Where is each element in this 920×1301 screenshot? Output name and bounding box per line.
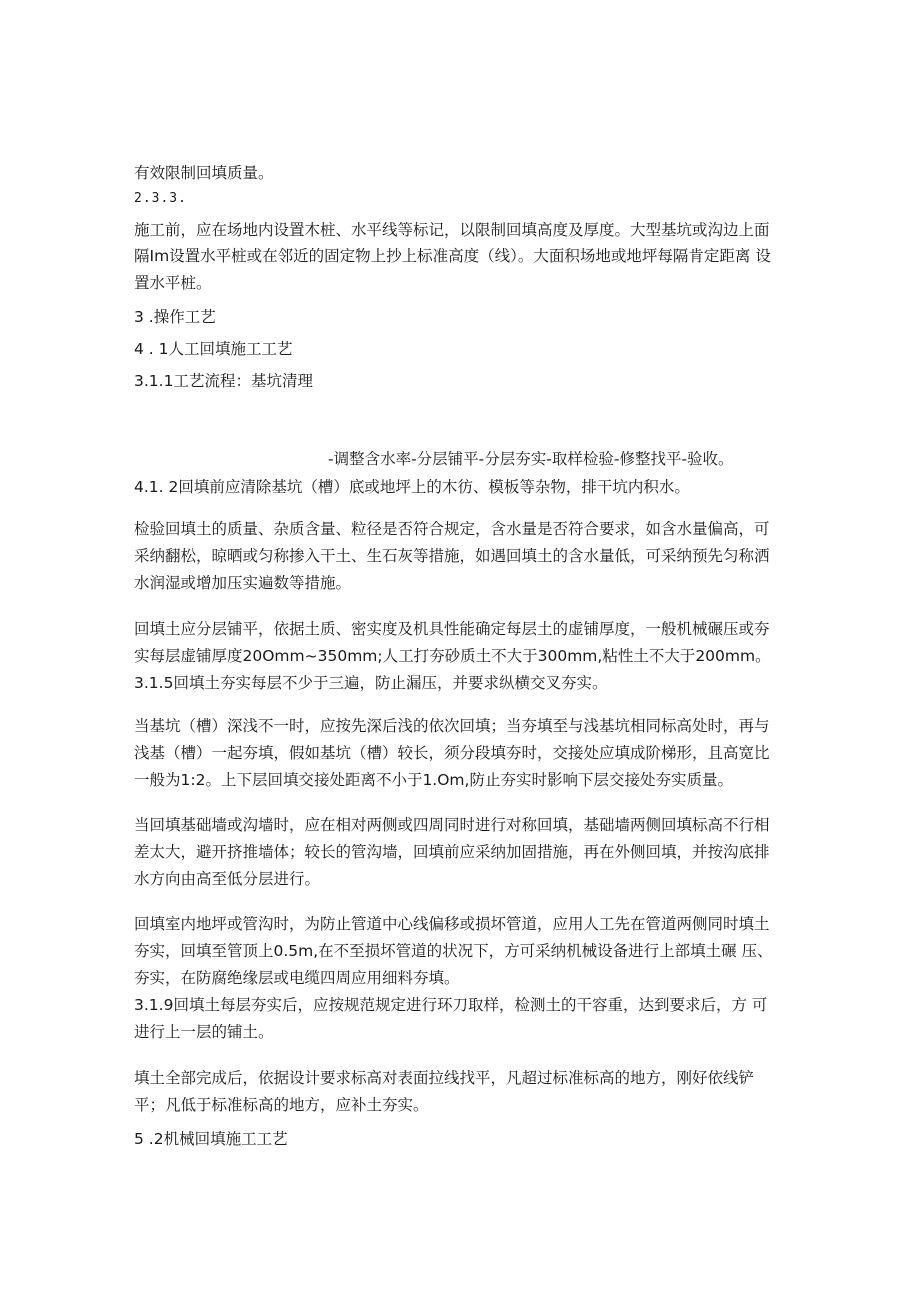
text-line: 平；凡低于标准标高的地方，应补土夯实。 <box>134 1096 429 1114</box>
text-line: 浅基（槽）一起夯填，假如基坑（槽）较长，须分段填夯时，交接处应填成阶梯形，且高宽比 <box>134 744 770 762</box>
text-line: 实每层虚铺厚度20Omm~350mm;人工打夯砂质土不大于300mm,粘性土不大于200mm。 <box>134 647 771 665</box>
text-line: 夯实，回填至管顶上0.5m,在不至损坏管道的状况下，方可采纳机械设备进行上部填土碾 压、 <box>134 942 773 960</box>
text-line: 当回填基础墙或沟墙时，应在相对两侧或四周同时进行对称回填，基础墙两侧回填标高不行相 <box>134 816 770 834</box>
text-line: 3.1.1工艺流程：基坑清理 <box>134 372 313 390</box>
text-line: 置水平桩。 <box>134 274 212 292</box>
text-line: 检验回填土的质量、杂质含量、粒径是否符合规定，含水量是否符合要求，如含水量偏高，可 <box>134 520 770 538</box>
text-line: 当基坑（槽）深浅不一时，应按先深后浅的依次回填；当夯填至与浅基坑相同标高处时，再与 <box>134 717 770 735</box>
section-heading: 5 .2机械回填施工工艺 <box>134 1130 288 1148</box>
text-line: 回填土应分层铺平，依据土质、密实度及机具性能确定每层土的虚铺厚度，一般机械碾压或夯 <box>134 620 770 638</box>
text-line: 4.1. 2回填前应清除基坑（槽）底或地坪上的木彷、模板等杂物，排干坑内积水。 <box>134 478 690 496</box>
text-line: 采纳翻松，晾晒或匀称掺入干土、生石灰等措施，如遇回填土的含水量低，可采纳预先匀称洒 <box>134 547 770 565</box>
text-line: 3.1.9回填土每层夯实后，应按规范规定进行环刀取样，检测土的干容重，达到要求后，方 可 <box>134 996 768 1014</box>
text-line: 夯实，在防腐绝缘层或电缆四周应用细料夯填。 <box>134 969 460 987</box>
text-line: 回填室内地坪或管沟时，为防止管道中心线偏移或损坏管道，应用人工先在管道两侧同时填土 <box>134 915 770 933</box>
section-number: 2.3.3. <box>134 191 187 206</box>
section-heading: 4 . 1人工回填施工工艺 <box>134 340 293 358</box>
text-line: 水润湿或增加压实遍数等措施。 <box>134 574 352 592</box>
text-line: 隔Im设置水平桩或在邻近的固定物上抄上标准高度（线）。大面积场地或地坪每隔肯定距离 设 <box>134 247 771 265</box>
text-line: 3.1.5回填土夯实每层不少于三遍，防止漏压，并要求纵横交叉夯实。 <box>134 674 608 692</box>
text-line: 一般为1:2。上下层回填交接处距离不小于1.Om,防止夯实时影响下层交接处夯实质量。 <box>134 771 733 789</box>
section-heading: 3 .操作工艺 <box>134 308 216 326</box>
process-flow-line: -调整含水率-分层铺平-分层夯实-取样检验-修整找平-验收。 <box>328 450 734 468</box>
text-line: 有效限制回填质量。 <box>134 164 274 182</box>
text-line: 填土全部完成后，依据设计要求标高对表面拉线找平，凡超过标准标高的地方，刚好依线铲 <box>134 1069 755 1087</box>
text-line: 进行上一层的铺土。 <box>134 1023 274 1041</box>
text-line: 差太大，避开挤推墙体；较长的管沟墙，回填前应采纳加固措施，再在外侧回填，并按沟底排 <box>134 843 770 861</box>
text-line: 水方向由高至低分层进行。 <box>134 870 321 888</box>
text-line: 施工前，应在场地内设置木桩、水平线等标记，以限制回填高度及厚度。大型基坑或沟边上面 <box>134 221 770 239</box>
